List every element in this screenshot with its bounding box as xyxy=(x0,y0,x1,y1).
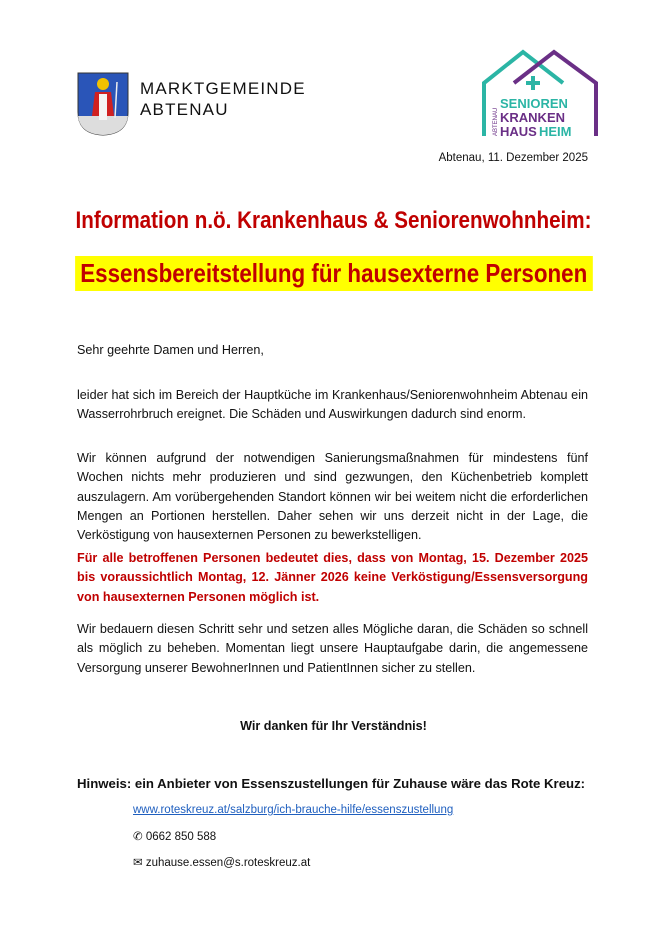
municipality-line1: MARKTGEMEINDE xyxy=(140,79,306,98)
paragraph-3-notice: Für alle betroffenen Personen bedeutet dies, dass von Montag, 15. Dezember 2025 bis voraussichtlich Montag, 12. Jänner 2026 keine Verköstigung/Essensversorgung von hausexternen Personen möglich ist. xyxy=(77,551,588,604)
email-line xyxy=(133,855,310,869)
svg-text:KRANKEN: KRANKEN xyxy=(500,110,565,125)
seniorenheim-logo xyxy=(478,48,603,138)
svg-text:HEIM: HEIM xyxy=(539,124,572,138)
salutation: Sehr geehrte Damen und Herren, xyxy=(77,343,264,357)
paragraph-1: leider hat sich im Bereich der Hauptküche im Krankenhaus/Seniorenwohnheim Abtenau ein Wasserrohrbruch ereignet. Die Schäden und Auswirkungen dadurch sind enorm. xyxy=(77,388,588,422)
letter-date: Abtenau, 11. Dezember 2025 xyxy=(438,152,588,164)
municipality-name xyxy=(140,78,306,120)
svg-text:SENIOREN: SENIOREN xyxy=(500,96,568,111)
subheadline-highlighted: Essensbereitstellung für hausexterne Personen xyxy=(75,256,592,291)
svg-text:ABTENAU: ABTENAU xyxy=(493,107,499,136)
red-cross-link[interactable]: www.roteskreuz.at/salzburg/ich-brauche-hilfe/essenszustellung xyxy=(133,804,454,816)
phone-line xyxy=(133,829,216,843)
thanks-line: Wir danken für Ihr Verständnis! xyxy=(240,719,427,733)
paragraph-2: Wir können aufgrund der notwendigen Sanierungsmaßnahmen für mindestens fünf Wochen nichts mehr produzieren und sind gezwungen, den Küchenbetrieb komplett auszulagern. Am vorübergehenden Standort können wir bei weitem nicht die erforderlichen Mengen an Portionen herstellen. Daher sehen wir uns derzeit nicht in der Lage, die Verköstigung von hausexternen Personen zu bewerkstelligen. xyxy=(77,451,588,543)
phone-number: 0662 850 588 xyxy=(145,831,217,843)
phone-icon: ✆ xyxy=(133,831,143,843)
headline: Information n.ö. Krankenhaus & Seniorenwohnheim: xyxy=(75,207,592,234)
coat-of-arms-logo xyxy=(77,72,129,136)
svg-text:HAUS: HAUS xyxy=(500,124,537,138)
hint-text: Hinweis: ein Anbieter von Essenszustellungen für Zuhause wäre das Rote Kreuz: xyxy=(77,776,586,791)
paragraph-4: Wir bedauern diesen Schritt sehr und setzen alles Mögliche daran, die Schäden so schnell als möglich zu beheben. Momentan liegt unsere Hauptaufgabe darin, die angemessene Versorgung unserer BewohnerInnen und PatientInnen sicher zu stellen. xyxy=(77,622,588,675)
envelope-icon: ✉ xyxy=(133,857,143,869)
email-address[interactable]: zuhause.essen@s.roteskreuz.at xyxy=(145,857,311,869)
municipality-line2: ABTENAU xyxy=(140,100,229,119)
